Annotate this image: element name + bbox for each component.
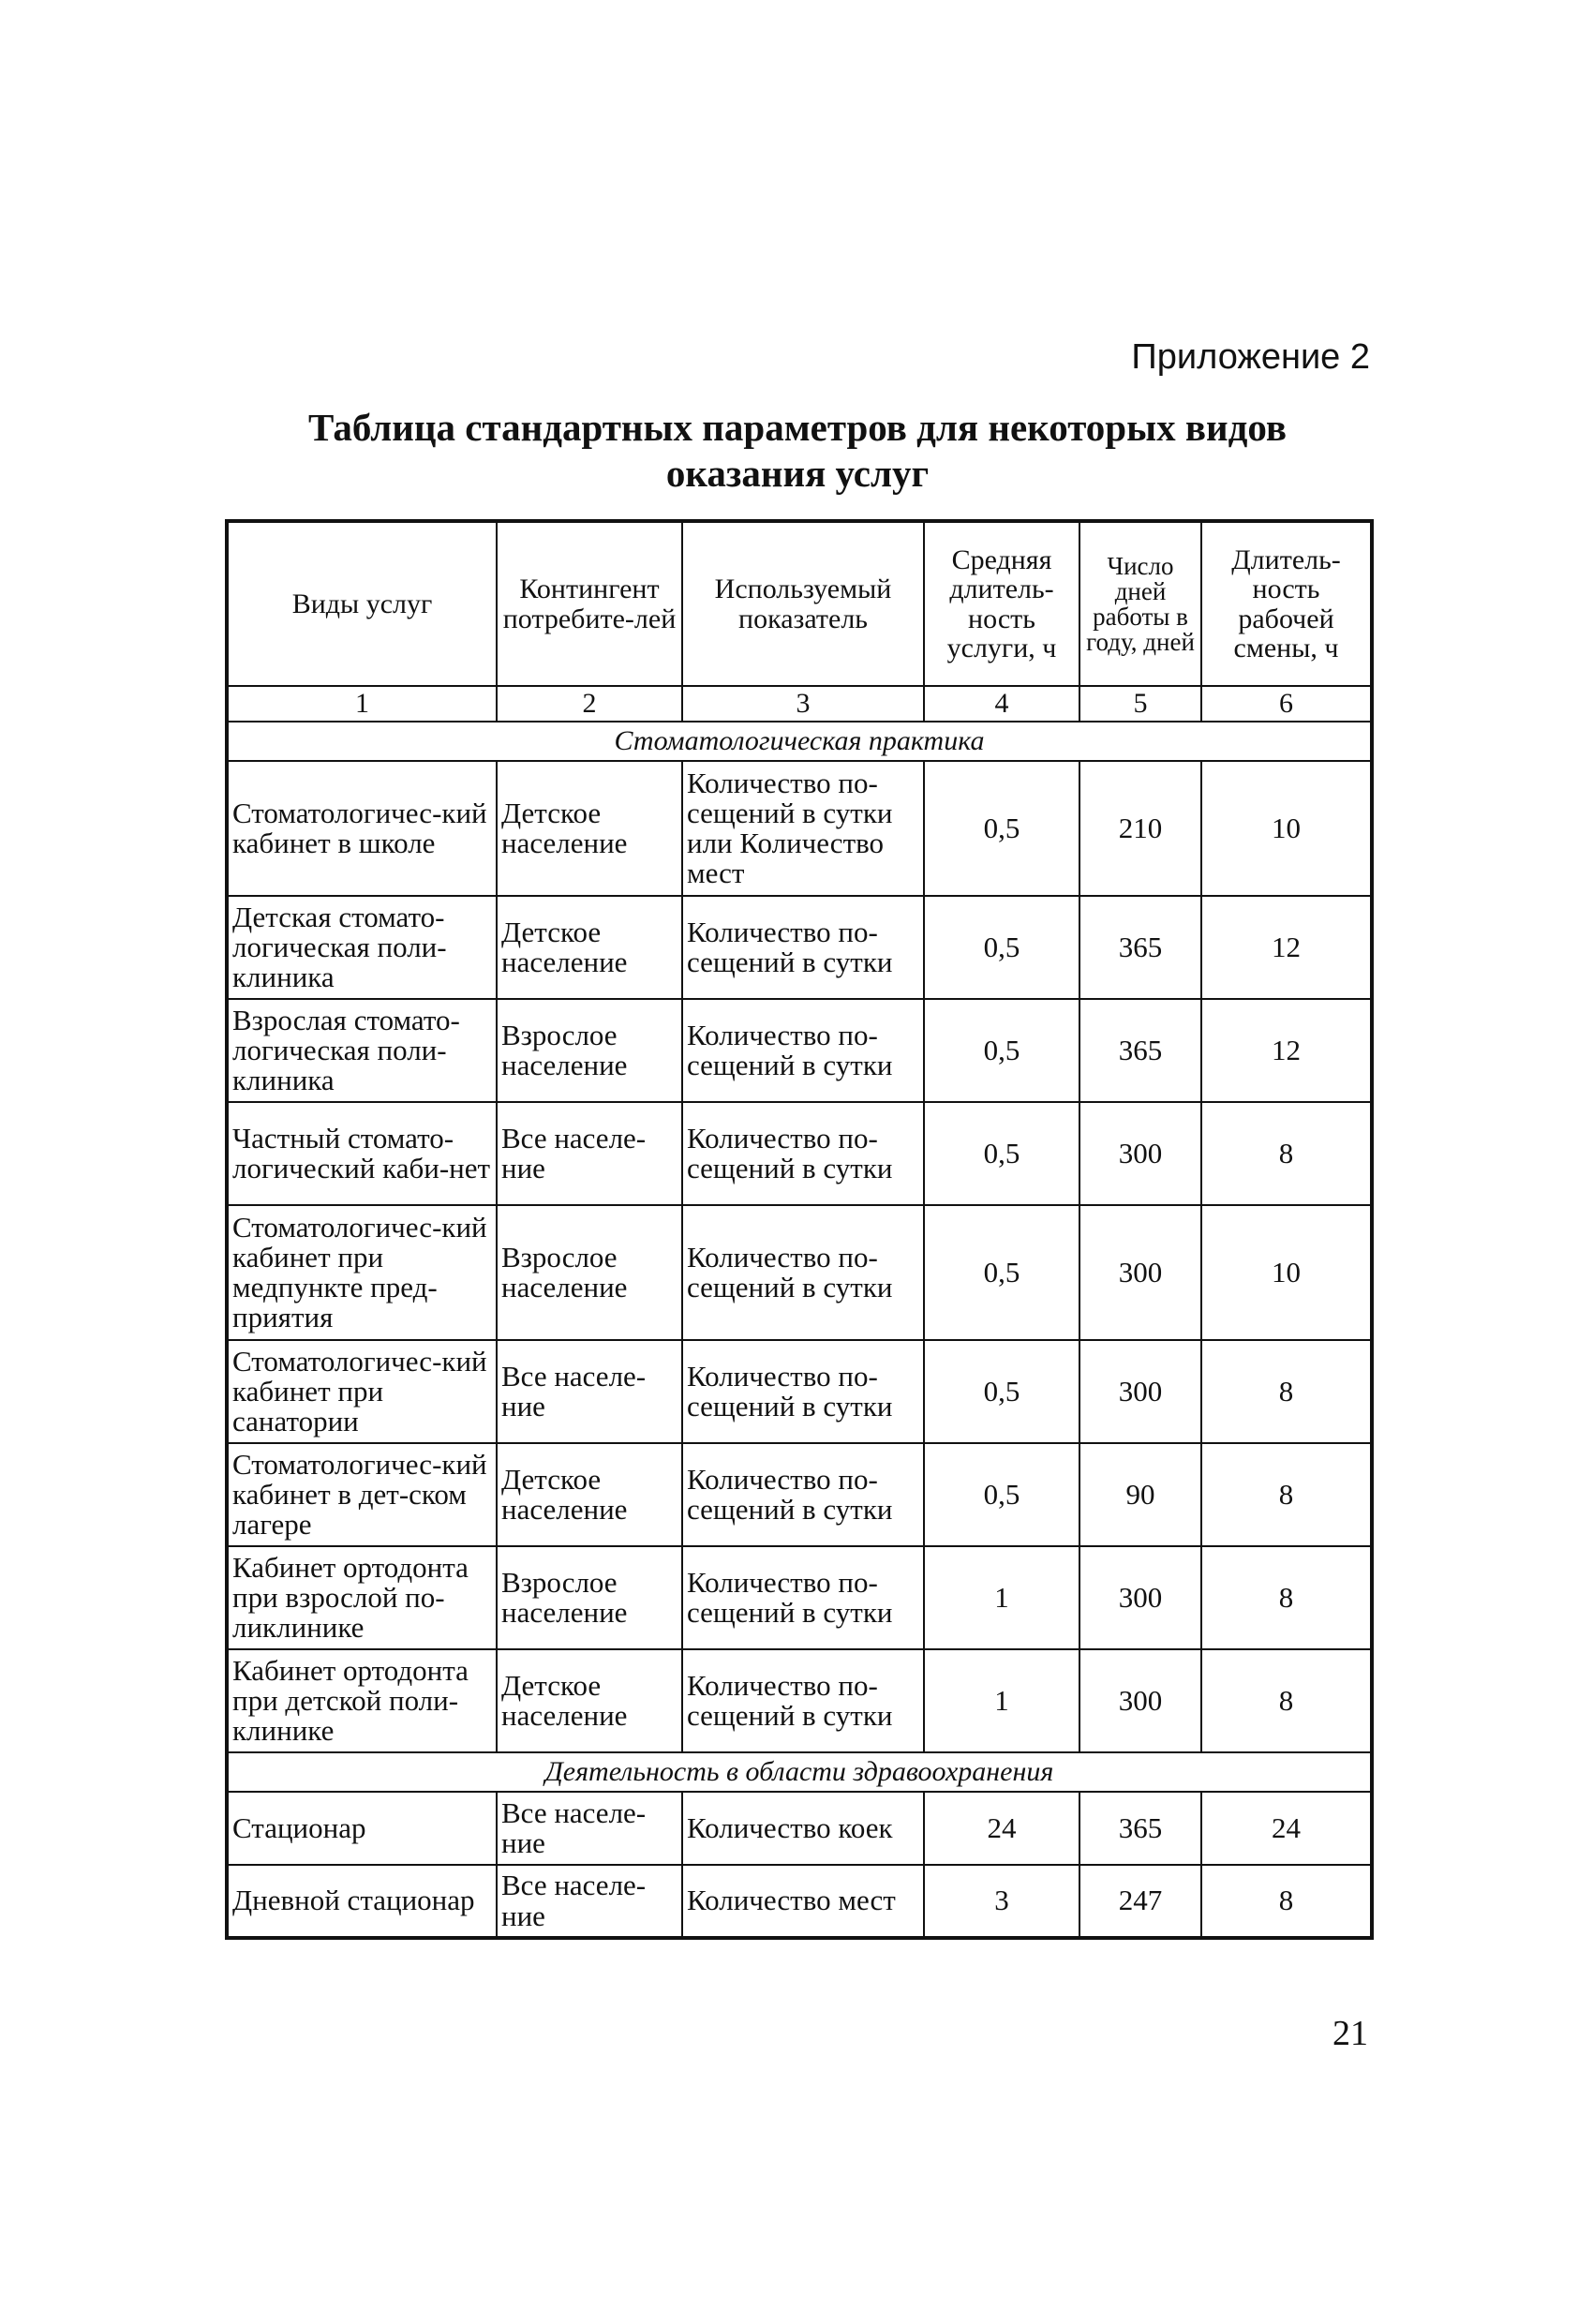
title-line-2: оказания услуг [665, 452, 930, 496]
cell-indicator: Количество по-сещений в сутки [682, 1546, 924, 1649]
table-row [227, 761, 1372, 896]
cell-avg-duration: 0,5 [924, 1443, 1079, 1546]
cell-shift-length: 12 [1201, 896, 1372, 999]
cell-service-type: Кабинет ортодонта при взрослой по-ликлинике [227, 1546, 497, 1649]
cell-shift-length: 8 [1201, 1102, 1372, 1205]
section-title: Стоматологическая практика [227, 722, 1372, 761]
cell-indicator: Количество коек [682, 1792, 924, 1865]
cell-avg-duration: 1 [924, 1649, 1079, 1752]
cell-service-type: Детская стомато-логическая поли-клиника [227, 896, 497, 999]
table-row [227, 1340, 1372, 1443]
cell-avg-duration: 1 [924, 1546, 1079, 1649]
cell-indicator: Количество по-сещений в сутки [682, 1649, 924, 1752]
parameters-table [225, 519, 1374, 1940]
cell-indicator: Количество мест [682, 1865, 924, 1938]
cell-service-type: Стоматологичес-кий кабинет при медпункте пред-приятия [227, 1205, 497, 1340]
cell-work-days: 300 [1079, 1340, 1201, 1443]
cell-work-days: 365 [1079, 896, 1201, 999]
section-title: Деятельность в области здравоохранения [227, 1752, 1372, 1792]
cell-service-type: Стационар [227, 1792, 497, 1865]
cell-shift-length: 8 [1201, 1649, 1372, 1752]
table-body [227, 722, 1372, 1938]
header-work-days: Число дней работы в году, дней [1079, 521, 1201, 686]
cell-indicator: Количество по-сещений в сутки или Количество мест [682, 761, 924, 896]
table-row [227, 1205, 1372, 1340]
table-row [227, 1443, 1372, 1546]
header-service-type: Виды услуг [227, 521, 497, 686]
cell-service-type: Стоматологичес-кий кабинет в школе [227, 761, 497, 896]
cell-shift-length: 8 [1201, 1546, 1372, 1649]
cell-indicator: Количество по-сещений в сутки [682, 999, 924, 1102]
cell-consumers: Детское население [497, 1649, 682, 1752]
cell-consumers: Детское население [497, 1443, 682, 1546]
column-number: 2 [497, 686, 682, 722]
cell-service-type: Дневной стационар [227, 1865, 497, 1938]
cell-work-days: 300 [1079, 1546, 1201, 1649]
cell-shift-length: 12 [1201, 999, 1372, 1102]
table-row [227, 1102, 1372, 1205]
cell-consumers: Детское население [497, 761, 682, 896]
cell-avg-duration: 24 [924, 1792, 1079, 1865]
table-row [227, 1546, 1372, 1649]
column-number: 3 [682, 686, 924, 722]
cell-work-days: 247 [1079, 1865, 1201, 1938]
cell-consumers: Все населе-ние [497, 1102, 682, 1205]
cell-indicator: Количество по-сещений в сутки [682, 1443, 924, 1546]
section-header-row [227, 722, 1372, 761]
cell-service-type: Кабинет ортодонта при детской поли-клинике [227, 1649, 497, 1752]
cell-service-type: Частный стомато-логический каби-нет [227, 1102, 497, 1205]
cell-work-days: 300 [1079, 1102, 1201, 1205]
header-consumers: Контингент потребите-лей [497, 521, 682, 686]
header-row [227, 521, 1372, 686]
cell-avg-duration: 0,5 [924, 1340, 1079, 1443]
header-avg-duration: Средняя длитель-ность услуги, ч [924, 521, 1079, 686]
appendix-label: Приложение 2 [1131, 337, 1370, 377]
table-row [227, 1865, 1372, 1938]
column-number: 1 [227, 686, 497, 722]
cell-shift-length: 10 [1201, 1205, 1372, 1340]
section-header-row [227, 1752, 1372, 1792]
page-number: 21 [1332, 2014, 1368, 2053]
cell-consumers: Взрослое население [497, 999, 682, 1102]
cell-work-days: 365 [1079, 1792, 1201, 1865]
cell-avg-duration: 0,5 [924, 1102, 1079, 1205]
cell-indicator: Количество по-сещений в сутки [682, 1205, 924, 1340]
cell-shift-length: 8 [1201, 1865, 1372, 1938]
column-number: 5 [1079, 686, 1201, 722]
cell-consumers: Взрослое население [497, 1546, 682, 1649]
cell-work-days: 90 [1079, 1443, 1201, 1546]
cell-indicator: Количество по-сещений в сутки [682, 896, 924, 999]
header-shift-length: Длитель-ность рабочей смены, ч [1201, 521, 1372, 686]
cell-shift-length: 24 [1201, 1792, 1372, 1865]
table-row [227, 896, 1372, 999]
header-indicator: Используемый показатель [682, 521, 924, 686]
cell-shift-length: 8 [1201, 1340, 1372, 1443]
title-line-1: Таблица стандартных параметров для некоторых видов [308, 406, 1287, 449]
cell-work-days: 300 [1079, 1649, 1201, 1752]
cell-avg-duration: 0,5 [924, 999, 1079, 1102]
cell-consumers: Все населе-ние [497, 1340, 682, 1443]
document-title [225, 405, 1370, 497]
cell-consumers: Детское население [497, 896, 682, 999]
column-number-row [227, 686, 1372, 722]
cell-work-days: 210 [1079, 761, 1201, 896]
cell-consumers: Взрослое население [497, 1205, 682, 1340]
table-row [227, 1649, 1372, 1752]
cell-consumers: Все населе-ние [497, 1865, 682, 1938]
cell-work-days: 300 [1079, 1205, 1201, 1340]
column-number: 4 [924, 686, 1079, 722]
column-number: 6 [1201, 686, 1372, 722]
cell-service-type: Стоматологичес-кий кабинет в дет-ском лагере [227, 1443, 497, 1546]
cell-indicator: Количество по-сещений в сутки [682, 1340, 924, 1443]
cell-avg-duration: 3 [924, 1865, 1079, 1938]
cell-work-days: 365 [1079, 999, 1201, 1102]
table-row [227, 1792, 1372, 1865]
cell-service-type: Взрослая стомато-логическая поли-клиника [227, 999, 497, 1102]
cell-avg-duration: 0,5 [924, 896, 1079, 999]
cell-service-type: Стоматологичес-кий кабинет при санатории [227, 1340, 497, 1443]
cell-consumers: Все населе-ние [497, 1792, 682, 1865]
cell-avg-duration: 0,5 [924, 1205, 1079, 1340]
cell-shift-length: 8 [1201, 1443, 1372, 1546]
cell-shift-length: 10 [1201, 761, 1372, 896]
table-row [227, 999, 1372, 1102]
cell-indicator: Количество по-сещений в сутки [682, 1102, 924, 1205]
cell-avg-duration: 0,5 [924, 761, 1079, 896]
